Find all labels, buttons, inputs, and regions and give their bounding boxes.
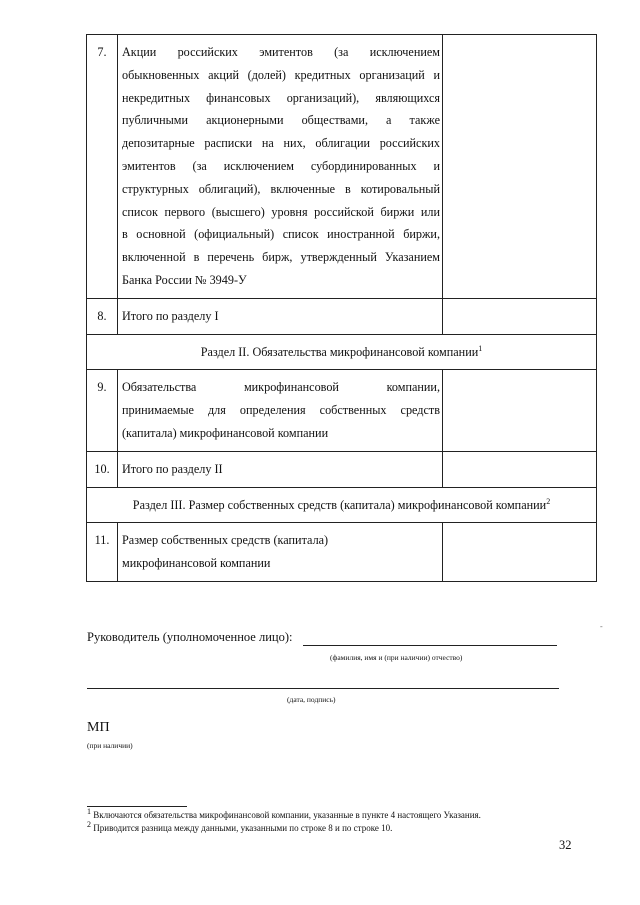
row-11-number: 11. — [87, 523, 118, 582]
row-11-line: микрофинансовой компании — [122, 556, 271, 571]
section-3-title — [87, 487, 597, 523]
row-7-number: 7. — [87, 35, 118, 299]
row-10-description: Итого по разделу II — [118, 451, 443, 487]
footnote-ref-2: 2 — [546, 496, 551, 506]
row-10-number: 10. — [87, 451, 118, 487]
footnote-1-mark: 1 — [87, 807, 91, 816]
section-2-title-text: Раздел II. Обязательства микрофинансовой компании — [200, 344, 479, 359]
edge-mark: - — [600, 622, 603, 631]
footnote-1-text: Включаются обязательства микрофинансовой компании, указанные в пункте 4 настоящего Указания. — [91, 810, 481, 820]
row-7-line: публичными акционерными обществами, а также — [122, 113, 440, 128]
row-7-line: в основной (официальный) список иностранной биржи, — [122, 227, 440, 242]
row-9-line: Обязательства микрофинансовой компании, — [122, 380, 440, 395]
row-8-value — [443, 298, 597, 334]
row-8-number: 8. — [87, 298, 118, 334]
row-7-line: некредитных финансовых организаций), являющихся — [122, 90, 440, 105]
stamp-caption: (при наличии) — [87, 741, 133, 750]
row-11-line: Размер собственных средств (капитала) — [122, 533, 329, 548]
table-row-7 — [87, 35, 597, 299]
footnote-2-text: Приводится разница между данными, указанными по строке 8 и по строке 10. — [91, 823, 393, 833]
footnote-2 — [87, 820, 393, 834]
row-7-line: включенной в перечень бирж, утвержденный Указанием — [122, 250, 440, 265]
row-7-description — [118, 35, 443, 299]
row-7-line: эмитентов (за исключением субординированных и — [122, 158, 440, 173]
row-9-line: (капитала) микрофинансовой компании — [122, 425, 329, 440]
row-7-line: список первого (высшего) уровня российской биржи или — [122, 204, 440, 219]
footnote-ref-1: 1 — [478, 343, 483, 353]
row-7-line: Банка России № 3949-У — [122, 272, 247, 287]
row-10-value — [443, 451, 597, 487]
row-11-description — [118, 523, 443, 582]
section-2-title — [87, 334, 597, 370]
date-signature-line — [87, 688, 559, 689]
row-7-line: Акции российских эмитентов (за исключением — [122, 45, 440, 59]
section-3-header-row — [87, 487, 597, 523]
row-8-description: Итого по разделу I — [118, 298, 443, 334]
signatory-label: Руководитель (уполномоченное лицо): — [87, 630, 293, 644]
footnote-divider — [87, 806, 187, 807]
row-7-line: обыкновенных акций (долей) кредитных организаций и — [122, 67, 440, 82]
row-9-number: 9. — [87, 370, 118, 451]
row-7-line: структурных облигаций), включенные в котировальный — [122, 181, 440, 196]
table-row-11 — [87, 523, 597, 582]
footnote-2-mark: 2 — [87, 820, 91, 829]
footnote-1 — [87, 807, 481, 821]
row-7-line: депозитарные расписки на них, облигации российских — [122, 136, 440, 151]
form-table — [86, 34, 597, 582]
row-9-line: принимаемые для определения собственных средств — [122, 403, 440, 418]
row-7-value — [443, 35, 597, 299]
section-3-title-text: Раздел III. Размер собственных средств (капитала) микрофинансовой компании — [132, 497, 547, 512]
row-11-value — [443, 523, 597, 582]
table-row-9 — [87, 370, 597, 451]
row-9-description — [118, 370, 443, 451]
name-caption: (фамилия, имя и (при наличии) отчество) — [330, 653, 463, 662]
table-row-8 — [87, 298, 597, 334]
row-9-value — [443, 370, 597, 451]
page-number: 32 — [559, 838, 572, 852]
name-signature-line — [303, 645, 557, 646]
date-caption: (дата, подпись) — [287, 695, 336, 704]
stamp-label: МП — [87, 720, 110, 735]
section-2-header-row — [87, 334, 597, 370]
table-row-10 — [87, 451, 597, 487]
